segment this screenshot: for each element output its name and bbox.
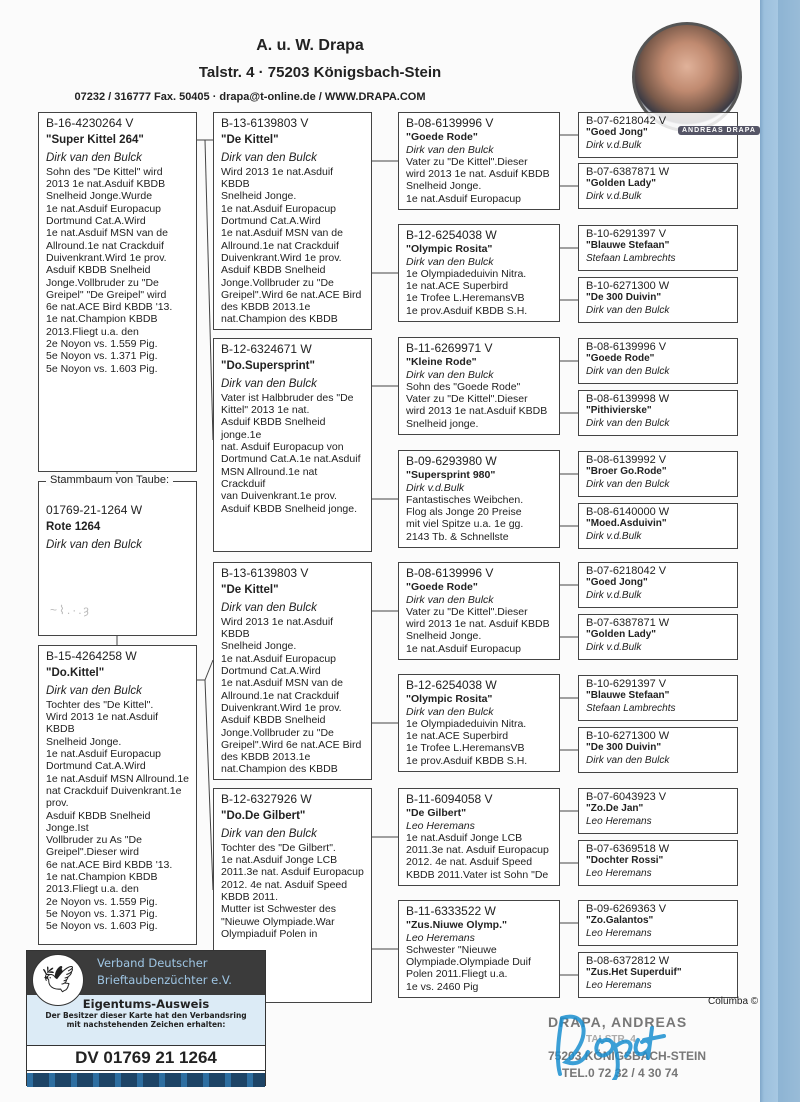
breeder-name: Dirk van den Bulck <box>406 143 494 156</box>
achievement-note: des KBDB 2013.1e <box>221 301 311 314</box>
card-subtitle: Der Besitzer dieser Karte hat den Verbandsring <box>45 1011 247 1020</box>
achievement-note: 1e nat.Champion KBDB <box>46 871 158 884</box>
pedigree-pigeon-box <box>578 900 738 946</box>
ring-number: B-08-6139996 V <box>406 116 494 130</box>
ring-number: B-07-6043923 V <box>586 791 667 803</box>
breeder-name: Dirk v.d.Bulk <box>586 589 642 601</box>
dove-logo-icon: 🕊 <box>32 954 84 1006</box>
ring-number: B-12-6327926 W <box>221 792 312 806</box>
ring-number: B-13-6139803 V <box>221 566 309 580</box>
org-name-line1: Verband Deutscher <box>97 956 208 970</box>
org-name-line2: Brieftaubenzüchter e.V. <box>97 973 232 987</box>
ring-number: B-08-6372812 W <box>586 955 670 967</box>
achievement-note: Allround.1e nat Crackduif <box>221 239 339 252</box>
achievement-note: Snelheid Jonge. <box>406 180 482 193</box>
pigeon-name: "Broer Go.Rode" <box>586 466 667 478</box>
achievement-note: MSN Allround.1e nat Crackduif <box>221 465 318 490</box>
achievement-note: Jonge.Vollbruder zu "De <box>221 726 334 739</box>
achievement-note: 1e nat.Asduif Europacup <box>406 642 521 655</box>
breeder-name: Dirk van den Bulck <box>586 365 670 377</box>
breeder-name: Dirk v.d.Bulk <box>586 641 642 653</box>
pigeon-name: "Goede Rode" <box>406 131 478 144</box>
pedigree-pigeon-box <box>578 840 738 886</box>
pigeon-name: "Blauwe Stefaan" <box>586 240 670 252</box>
pedigree-pigeon-box <box>398 337 560 435</box>
pedigree-pigeon-box <box>578 112 738 158</box>
breeder-name: Leo Heremans <box>586 979 652 991</box>
breeder-name: Dirk van den Bulck <box>221 601 317 614</box>
achievement-note: 2011.3e nat. Asduif Europacup <box>406 844 549 857</box>
achievement-note: 1e nat.Asduif MSN Allround.1e <box>46 772 190 785</box>
pigeon-name: "Golden Lady" <box>586 629 657 641</box>
breeder-contact: 07232 / 316777 Fax. 50405 · drapa@t-online.de / WWW.DRAPA.COM <box>74 91 426 103</box>
breeder-name: A. u. W. Drapa <box>256 37 364 54</box>
signature <box>548 1000 698 1080</box>
subject-name: Rote 1264 <box>46 521 101 534</box>
ring-number: B-07-6387871 W <box>586 166 670 178</box>
achievement-note: Asduif KBDB Snelheid <box>221 264 326 277</box>
achievement-note: Vater ist Halbbruder des "De <box>221 391 354 404</box>
breeder-name: Dirk van den Bulck <box>406 368 494 381</box>
pigeon-name: "Olympic Rosita" <box>406 243 493 256</box>
pedigree-pigeon-box <box>398 224 560 322</box>
achievement-note: nat Crackduif Duivenkrant.1e <box>46 784 182 797</box>
pigeon-name: "Zo.De Jan" <box>586 803 644 815</box>
ring-number: B-13-6139803 V <box>221 116 309 130</box>
achievement-note: 1e nat.Asduif Europacup <box>406 192 521 205</box>
achievement-note: Mutter ist Schwester des <box>221 903 336 916</box>
pigeon-name: "Zus.Het Superduif" <box>586 967 682 979</box>
achievement-note: 5e Noyon vs. 1.603 Pig. <box>46 362 158 375</box>
achievement-note: Snelheid Jonge. <box>406 630 482 643</box>
achievement-note: 1e Olympiadeduivin Nitra. <box>406 267 527 280</box>
ring-number: B-11-6333522 W <box>406 904 496 918</box>
achievement-note: Asduif KBDB Snelheid jonge.1e <box>221 416 326 441</box>
achievement-note: Snelheid Jonge. <box>221 640 297 653</box>
pigeon-name: "Super Kittel 264" <box>46 134 144 147</box>
achievement-note: Tochter des "De Gilbert". <box>221 841 336 854</box>
breeder-name: Dirk v.d.Bulk <box>586 139 642 151</box>
ring-number: B-10-6291397 V <box>586 678 667 690</box>
photo-label: ANDREAS DRAPA <box>678 126 760 135</box>
achievement-note: Greipel".Wird 6e nat.ACE Bird <box>221 288 362 301</box>
handwritten-mark: ~⌇.·.ȝ <box>50 603 91 617</box>
achievement-note: Dortmund Cat.A.Wird <box>221 215 321 228</box>
achievement-note: 2012. 4e nat. Asduif Speed <box>221 878 348 891</box>
breeder-name: Dirk van den Bulck <box>46 151 142 164</box>
pigeon-name: "Kleine Rode" <box>406 356 477 369</box>
ring-number: B-08-6139996 V <box>586 341 667 353</box>
card-pattern <box>27 1073 265 1087</box>
pedigree-pigeon-box <box>578 503 738 549</box>
ring-number: B-07-6218042 V <box>586 565 667 577</box>
pedigree-pigeon-box <box>578 788 738 834</box>
achievement-note: Asduif KBDB Snelheid <box>221 714 326 727</box>
pigeon-name: "Golden Lady" <box>586 178 657 190</box>
achievement-note: Snelheid Jonge. <box>46 735 122 748</box>
achievement-note: nat. Asduif Europacup von <box>221 441 344 454</box>
pedigree-pigeon-box <box>578 614 738 660</box>
breeder-name: Leo Heremans <box>586 927 652 939</box>
pigeon-name: "De Gilbert" <box>406 807 467 820</box>
achievement-note: 2012. 4e nat. Asduif Speed <box>406 856 533 869</box>
pigeon-name: "Blauwe Stefaan" <box>586 690 670 702</box>
pedigree-pigeon-box <box>578 163 738 209</box>
achievement-note: 2013 1e nat.Asduif KBDB <box>46 178 166 191</box>
achievement-note: Olympiade.Olympiade Duif <box>406 956 531 969</box>
achievement-note: 1e Trofee L.HeremansVB <box>406 742 525 755</box>
breeder-name: Stefaan Lambrechts <box>586 702 676 714</box>
pigeon-name: "Goede Rode" <box>406 581 478 594</box>
breeder-name: Dirk van den Bulck <box>586 304 670 316</box>
achievement-note: 1e nat.Asduif Europacup <box>46 748 161 761</box>
pedigree-pigeon-box <box>398 450 560 548</box>
pedigree-pigeon-box <box>578 952 738 998</box>
ring-number: B-08-6139998 W <box>586 393 670 405</box>
pedigree-pigeon-box <box>213 112 372 330</box>
achievement-note: Duivenkrant.Wird 1e prov. <box>221 701 342 714</box>
pedigree-pigeon-box <box>578 451 738 497</box>
achievement-note: Asduif KBDB Snelheid Jonge.Ist <box>46 809 151 834</box>
breeder-name: Dirk van den Bulck <box>406 705 494 718</box>
achievement-note: 1e Trofee L.HeremansVB <box>406 292 525 305</box>
breeder-name: Dirk van den Bulck <box>406 255 494 268</box>
stamp-line: DRAPA, ANDREAS <box>548 1014 688 1030</box>
breeder-name: Leo Heremans <box>406 819 475 832</box>
pigeon-name: "De 300 Duivin" <box>586 292 662 304</box>
achievement-note: nat.Champion des KBDB <box>221 763 338 776</box>
pedigree-pigeon-box <box>213 562 372 780</box>
breeder-name: Dirk van den Bulck <box>46 684 142 697</box>
achievement-note: Polen 2011.Fliegt u.a. <box>406 968 508 981</box>
breeder-name: Dirk v.d.Bulk <box>586 190 642 202</box>
achievement-note: 5e Noyon vs. 1.371 Pig. <box>46 907 158 920</box>
pigeon-name: "Supersprint 980" <box>406 469 496 482</box>
ring-number: B-09-6293980 W <box>406 454 497 468</box>
achievement-note: 1e prov.Asduif KBDB S.H. <box>406 304 528 317</box>
ring-number: B-12-6254038 W <box>406 678 497 692</box>
achievement-note: 2011.3e nat. Asduif Europacup <box>221 866 364 879</box>
connector-line <box>205 140 213 440</box>
breeder-name: Dirk v.d.Bulk <box>406 481 465 494</box>
achievement-note: 2013.Fliegt u.a. den <box>46 325 139 338</box>
breeder-name: Dirk van den Bulck <box>221 827 317 840</box>
achievement-note: 1e nat.ACE Superbird <box>406 280 509 293</box>
achievement-note: Dortmund Cat.A.1e nat.Asduif <box>221 453 361 466</box>
achievement-note: Snelheid Jonge. <box>221 190 297 203</box>
achievement-note: 1e prov.Asduif KBDB S.H. <box>406 754 528 767</box>
achievement-note: wird 2013 1e nat. Asduif KBDB <box>406 618 550 631</box>
ring-number: B-07-6369518 W <box>586 843 670 855</box>
achievement-note: wird 2013 1e nat. Asduif KBDB <box>406 168 550 181</box>
subject-breeder: Dirk van den Bulck <box>46 538 142 551</box>
pedigree-legend: Stammbaum von Taube: <box>46 474 173 486</box>
pedigree-pigeon-box <box>578 338 738 384</box>
pigeon-name: "Do.Supersprint" <box>221 360 315 373</box>
breeder-address: Talstr. 4 · 75203 Königsbach-Stein <box>198 64 442 81</box>
pigeon-name: "Do.Kittel" <box>46 667 105 680</box>
achievement-note: Fantastisches Weibchen. <box>406 493 524 506</box>
achievement-note: 2e Noyon vs. 1.559 Pig. <box>46 895 158 908</box>
pedigree-pigeon-box <box>38 112 197 472</box>
pedigree-pigeon-box <box>578 277 738 323</box>
achievement-note: Flog als Jonge 20 Preise <box>406 506 522 519</box>
breeder-name: Dirk van den Bulck <box>406 593 494 606</box>
connector-line <box>205 680 213 890</box>
achievement-note: Snelheid Jonge.Wurde <box>46 190 153 203</box>
achievement-note: Greipel".Dieser wird <box>46 846 140 859</box>
ring-number: B-09-6269363 V <box>586 903 667 915</box>
pigeon-name: "Goede Rode" <box>586 353 655 365</box>
achievement-note: 1e nat.Asduif Europacup <box>221 652 336 665</box>
achievement-note: 1e nat.Asduif Europacup <box>221 202 336 215</box>
pigeon-name: "De 300 Duivin" <box>586 742 662 754</box>
achievement-note: Sohn des "De Kittel" wird <box>46 165 163 178</box>
achievement-note: Dortmund Cat.A.Wird <box>221 665 321 678</box>
achievement-note: 5e Noyon vs. 1.603 Pig. <box>46 920 158 933</box>
achievement-note: 1e nat.Asduif MSN van de <box>221 677 343 690</box>
achievement-note: Allround.1e nat Crackduif <box>221 689 339 702</box>
card-subtitle: mit nachstehenden Zeichen erhalten: <box>66 1020 226 1029</box>
ring-number: B-11-6269971 V <box>406 341 493 355</box>
pedigree-pigeon-box <box>578 675 738 721</box>
pigeon-name: "Olympic Rosita" <box>406 693 493 706</box>
achievement-note: KBDB 2011.Vater ist Sohn "De <box>406 868 549 881</box>
stamp-line: TALSTR. 4 <box>586 1034 636 1045</box>
achievement-note: mit viel Spitze u.a. 1e gg. <box>406 518 524 531</box>
pigeon-name: "Moed.Asduivin" <box>586 518 667 530</box>
achievement-note: Allround.1e nat Crackduif <box>46 239 164 252</box>
pigeon-name: "Zus.Niuwe Olymp." <box>406 919 507 932</box>
pigeon-name: "De Kittel" <box>221 134 279 147</box>
achievement-note: Wird 2013 1e nat.Asduif KBDB <box>46 711 159 736</box>
connector-line <box>205 660 213 680</box>
achievement-note: prov. <box>46 797 69 810</box>
ring-number: B-08-6139996 V <box>406 566 494 580</box>
ring-number: B-12-6324671 W <box>221 342 312 356</box>
pedigree-pigeon-box <box>398 900 560 998</box>
achievement-note: 2e Noyon vs. 1.559 Pig. <box>46 338 158 351</box>
stamp-line: 75203 KÖNIGSBACH-STEIN <box>548 1049 707 1063</box>
pigeon-name: "Dochter Rossi" <box>586 855 664 867</box>
achievement-note: Vollbruder zu As "De <box>46 834 142 847</box>
ring-number: B-16-4230264 V <box>46 116 134 130</box>
breeder-name: Leo Heremans <box>406 931 475 944</box>
pedigree-pigeon-box <box>578 727 738 773</box>
breeder-name: Leo Heremans <box>586 815 652 827</box>
achievement-note: 1e nat.Asduif Jonge LCB <box>406 831 523 844</box>
stamp-line: TEL.0 72 32 / 4 30 74 <box>562 1066 679 1080</box>
achievement-note: 1e nat.Asduif Europacup <box>46 202 161 215</box>
card-ring-number: DV 01769 21 1264 <box>27 1045 265 1071</box>
achievement-note: 1e nat.Champion KBDB <box>46 313 158 326</box>
achievement-note: 1e nat.Asduif MSN van de <box>46 227 168 240</box>
breeder-name: Dirk v.d.Bulk <box>586 530 642 542</box>
pedigree-pigeon-box <box>398 674 560 772</box>
achievement-note: Greipel" "De Greipel" wird <box>46 288 167 301</box>
pigeon-name: "Goed Jong" <box>586 127 648 139</box>
ring-number: B-10-6291397 V <box>586 228 667 240</box>
ring-number: B-11-6094058 V <box>406 792 493 806</box>
achievement-note: Duivenkrant.Wird 1e prov. <box>46 251 167 264</box>
achievement-note: Dortmund Cat.A.Wird <box>46 215 146 228</box>
ring-number: B-15-4264258 W <box>46 649 137 663</box>
achievement-note: 6e nat.ACE Bird KBDB '13. <box>46 858 173 871</box>
achievement-note: 6e nat.ACE Bird KBDB '13. <box>46 301 173 314</box>
achievement-note: 1e Olympiadeduivin Nitra. <box>406 717 527 730</box>
achievement-note: Vater zu "De Kittel".Dieser <box>406 605 528 618</box>
ownership-card <box>26 950 266 1086</box>
pigeon-name: "Pithivierske" <box>586 405 652 417</box>
breeder-name: Dirk van den Bulck <box>586 417 670 429</box>
ring-number: B-08-6140000 W <box>586 506 670 518</box>
pedigree-pigeon-box <box>38 645 197 945</box>
card-title: Eigentums-Ausweis <box>82 997 210 1011</box>
achievement-note: des KBDB 2013.1e <box>221 751 311 764</box>
achievement-note: Wird 2013 1e nat.Asduif KBDB <box>221 165 334 191</box>
pedigree-pigeon-box <box>578 390 738 436</box>
achievement-note: Snelheid jonge. <box>406 417 479 430</box>
pedigree-pigeon-box <box>398 788 560 886</box>
achievement-note: Sohn des "Goede Rode" <box>406 380 521 393</box>
subject-ring: 01769-21-1264 W <box>46 503 143 517</box>
achievement-note: van Duivenkrant.1e prov. <box>221 490 337 503</box>
achievement-note: Asduif KBDB Snelheid <box>46 264 151 277</box>
pedigree-pigeon-box <box>578 225 738 271</box>
pedigree-pigeon-box <box>398 562 560 660</box>
achievement-note: Jonge.Vollbruder zu "De <box>221 276 334 289</box>
breeder-name: Dirk van den Bulck <box>221 151 317 164</box>
ring-number: B-12-6254038 W <box>406 228 497 242</box>
achievement-note: Wird 2013 1e nat.Asduif KBDB <box>221 615 334 641</box>
achievement-note: Olympiaduif Polen in <box>221 927 318 940</box>
achievement-note: Duivenkrant.Wird 1e prov. <box>221 251 342 264</box>
pedigree-pigeon-box <box>398 112 560 210</box>
achievement-note: Vater zu "De Kittel".Dieser <box>406 393 528 406</box>
achievement-note: nat.Champion des KBDB <box>221 313 338 326</box>
achievement-note: wird 2013 1e nat.Asduif KBDB <box>406 405 548 418</box>
achievement-note: Asduif KBDB Snelheid jonge. <box>221 502 358 515</box>
ring-number: B-08-6139992 V <box>586 454 667 466</box>
achievement-note: Jonge.Vollbruder zu "De <box>46 276 159 289</box>
achievement-note: Greipel".Wird 6e nat.ACE Bird <box>221 738 362 751</box>
achievement-note: 1e vs. 2460 Pig <box>406 980 479 993</box>
achievement-note: Vater zu "De Kittel".Dieser <box>406 155 528 168</box>
achievement-note: 5e Noyon vs. 1.371 Pig. <box>46 350 158 363</box>
ring-number: B-10-6271300 W <box>586 730 670 742</box>
pigeon-name: "Zo.Galantos" <box>586 915 654 927</box>
pigeon-name: "Goed Jong" <box>586 577 648 589</box>
achievement-note: 2143 Tb. & Schnellste <box>406 530 509 543</box>
breeder-name: Dirk van den Bulck <box>586 754 670 766</box>
pigeon-name: "Do.De Gilbert" <box>221 810 306 823</box>
copyright-note: Columba © <box>708 996 759 1007</box>
achievement-note: Dortmund Cat.A.Wird <box>46 760 146 773</box>
breeder-name: Dirk van den Bulck <box>221 377 317 390</box>
pedigree-pigeon-box <box>578 562 738 608</box>
achievement-note: 1e nat.Asduif Jonge LCB <box>221 854 338 867</box>
achievement-note: Tochter des "De Kittel". <box>46 698 154 711</box>
pedigree-pigeon-box <box>213 338 372 552</box>
breeder-name: Stefaan Lambrechts <box>586 252 676 264</box>
achievement-note: 1e nat.Asduif MSN van de <box>221 227 343 240</box>
achievement-note: "Nieuwe Olympiade.War <box>221 915 335 928</box>
ring-number: B-07-6387871 W <box>586 617 670 629</box>
breeder-name: Leo Heremans <box>586 867 652 879</box>
achievement-note: Kittel" 2013 1e nat. <box>221 404 310 417</box>
ring-number: B-07-6218042 V <box>586 115 667 127</box>
achievement-note: 2013.Fliegt u.a. den <box>46 883 139 896</box>
pigeon-name: "De Kittel" <box>221 584 279 597</box>
ring-number: B-10-6271300 W <box>586 280 670 292</box>
achievement-note: KBDB 2011. <box>221 891 279 904</box>
achievement-note: Schwester "Nieuwe <box>406 943 497 956</box>
breeder-name: Dirk van den Bulck <box>586 478 670 490</box>
achievement-note: 1e nat.ACE Superbird <box>406 730 509 743</box>
